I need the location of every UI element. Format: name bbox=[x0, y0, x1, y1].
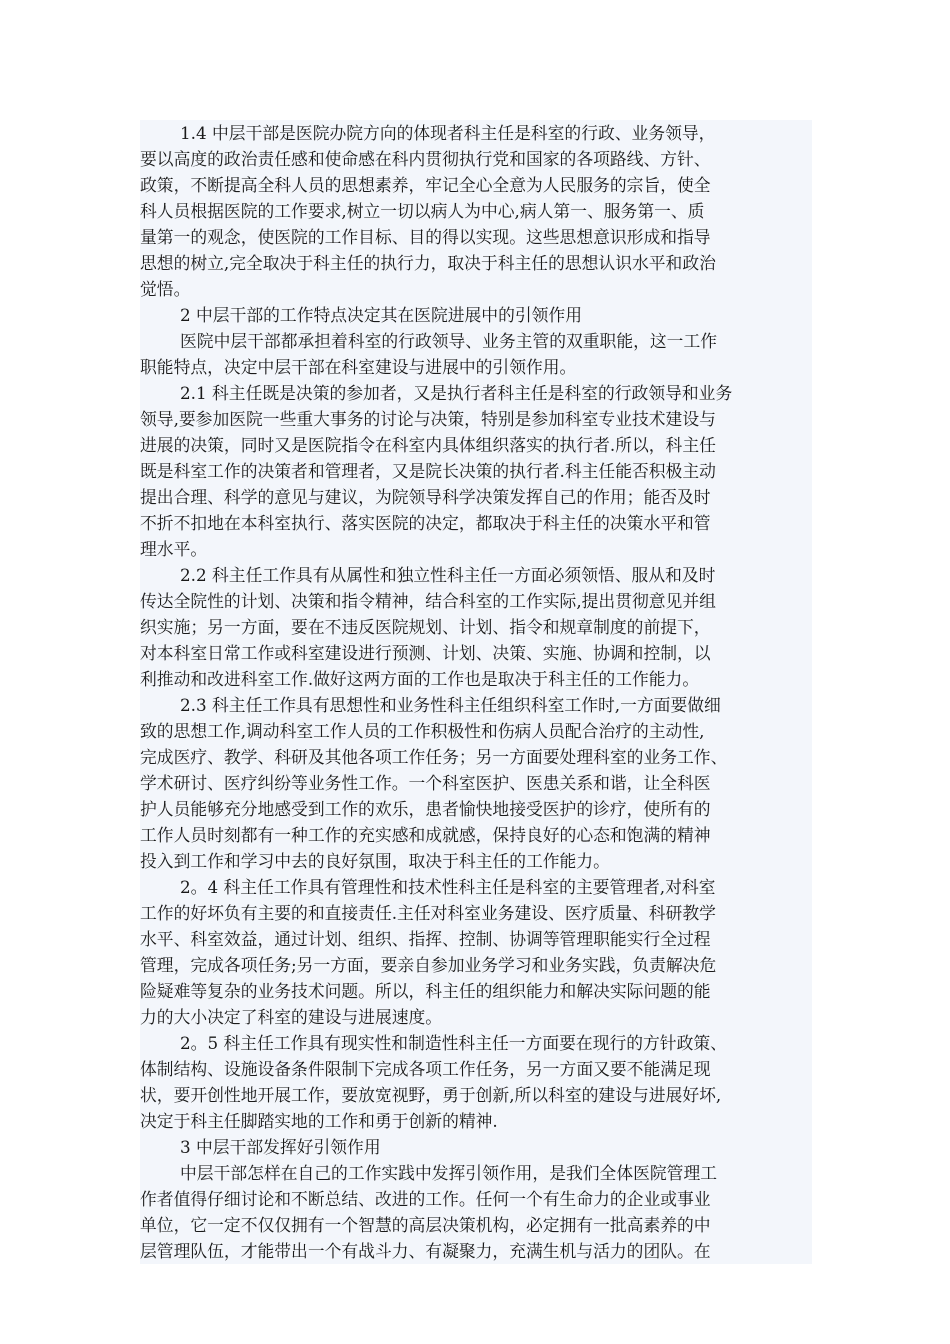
text-line: 力的大小决定了科室的建设与进展速度。 bbox=[140, 1007, 443, 1027]
text-line: 完成医疗、教学、科研及其他各项工作任务；另一方面要处理科室的业务工作、 bbox=[140, 747, 728, 767]
text-line: 觉悟。 bbox=[140, 279, 191, 299]
text-line: 中层干部怎样在自己的工作实践中发挥引领作用，是我们全体医院管理工 bbox=[180, 1163, 718, 1183]
text-line: 单位，它一定不仅仅拥有一个智慧的高层决策机构，必定拥有一批高素养的中 bbox=[140, 1215, 711, 1235]
text-line: 2.3 科主任工作具有思想性和业务性科主任组织科室工作时,一方面要做细 bbox=[180, 695, 721, 715]
text-line: 决定于科主任脚踏实地的工作和勇于创新的精神. bbox=[140, 1111, 498, 1131]
text-line: 不折不扣地在本科室执行、落实医院的决定，都取决于科主任的决策水平和管 bbox=[140, 513, 711, 533]
text-line: 3 中层干部发挥好引领作用 bbox=[180, 1137, 381, 1157]
text-line: 致的思想工作,调动科室工作人员的工作积极性和伤病人员配合治疗的主动性, bbox=[140, 721, 705, 741]
text-line: 1.4 中层干部是医院办院方向的体现者科主任是科室的行政、业务领导， bbox=[180, 123, 716, 143]
text-line: 提出合理、科学的意见与建议，为院领导科学决策发挥自己的作用；能否及时 bbox=[140, 487, 711, 507]
text-line: 传达全院性的计划、决策和指令精神，结合科室的工作实际,提出贯彻意见并组 bbox=[140, 591, 716, 611]
text-line: 2.2 科主任工作具有从属性和独立性科主任一方面必须领悟、服从和及时 bbox=[180, 565, 716, 585]
text-line: 层管理队伍，才能带出一个有战斗力、有凝聚力，充满生机与活力的团队。在 bbox=[140, 1241, 711, 1261]
text-line: 水平、科室效益，通过计划、组织、指挥、控制、协调等管理职能实行全过程 bbox=[140, 929, 711, 949]
text-line: 职能特点，决定中层干部在科室建设与进展中的引领作用。 bbox=[140, 357, 577, 377]
text-line: 织实施；另一方面，要在不违反医院规划、计划、指令和规章制度的前提下， bbox=[140, 617, 711, 637]
text-line: 2 中层干部的工作特点决定其在医院进展中的引领作用 bbox=[180, 305, 582, 325]
text-line: 领导,要参加医院一些重大事务的讨论与决策，特别是参加科室专业技术建设与 bbox=[140, 409, 716, 429]
text-line: 工作人员时刻都有一种工作的充实感和成就感，保持良好的心态和饱满的精神 bbox=[140, 825, 711, 845]
text-line: 政策，不断提高全科人员的思想素养，牢记全心全意为人民服务的宗旨，使全 bbox=[140, 175, 711, 195]
text-line: 险疑难等复杂的业务技术问题。所以，科主任的组织能力和解决实际问题的能 bbox=[140, 981, 711, 1001]
text-line: 既是科室工作的决策者和管理者，又是院长决策的执行者.科主任能否积极主动 bbox=[140, 461, 716, 481]
text-line: 医院中层干部都承担着科室的行政领导、业务主管的双重职能，这一工作 bbox=[180, 331, 718, 351]
text-line: 科人员根据医院的工作要求,树立一切以病人为中心,病人第一、服务第一、质 bbox=[140, 201, 705, 221]
text-line: 思想的树立,完全取决于科主任的执行力，取决于科主任的思想认识水平和政治 bbox=[140, 253, 716, 273]
text-line: 对本科室日常工作或科室建设进行预测、计划、决策、实施、协调和控制，以 bbox=[140, 643, 711, 663]
text-line: 利推动和改进科室工作.做好这两方面的工作也是取决于科主任的工作能力。 bbox=[140, 669, 700, 689]
text-line: 要以高度的政治责任感和使命感在科内贯彻执行党和国家的各项路线、方针、 bbox=[140, 149, 711, 169]
text-line: 理水平。 bbox=[140, 539, 208, 559]
text-line: 量第一的观念，使医院的工作目标、目的得以实现。这些思想意识形成和指导 bbox=[140, 227, 711, 247]
text-line: 进展的决策，同时又是医院指令在科室内具体组织落实的执行者.所以，科主任 bbox=[140, 435, 716, 455]
text-line: 作者值得仔细讨论和不断总结、改进的工作。任何一个有生命力的企业或事业 bbox=[140, 1189, 711, 1209]
text-line: 工作的好坏负有主要的和直接责任.主任对科室业务建设、医疗质量、科研教学 bbox=[140, 903, 716, 923]
document-body bbox=[140, 120, 812, 1264]
text-line: 状，要开创性地开展工作，要放宽视野，勇于创新,所以科室的建设与进展好坏, bbox=[140, 1085, 722, 1105]
text-line: 投入到工作和学习中去的良好氛围，取决于科主任的工作能力。 bbox=[140, 851, 610, 871]
text-line: 护人员能够充分地感受到工作的欢乐，患者愉快地接受医护的诊疗，使所有的 bbox=[140, 799, 711, 819]
text-line: 体制结构、设施设备条件限制下完成各项工作任务，另一方面又要不能满足现 bbox=[140, 1059, 711, 1079]
text-line: 2。4 科主任工作具有管理性和技术性科主任是科室的主要管理者,对科室 bbox=[180, 877, 716, 897]
text-line: 2.1 科主任既是决策的参加者，又是执行者科主任是科室的行政领导和业务 bbox=[180, 383, 733, 403]
text-line: 管理，完成各项任务;另一方面，要亲自参加业务学习和业务实践，负责解决危 bbox=[140, 955, 717, 975]
text-line: 2。5 科主任工作具有现实性和制造性科主任一方面要在现行的方针政策、 bbox=[180, 1033, 727, 1053]
text-line: 学术研讨、医疗纠纷等业务性工作。一个科室医护、医患关系和谐，让全科医 bbox=[140, 773, 711, 793]
